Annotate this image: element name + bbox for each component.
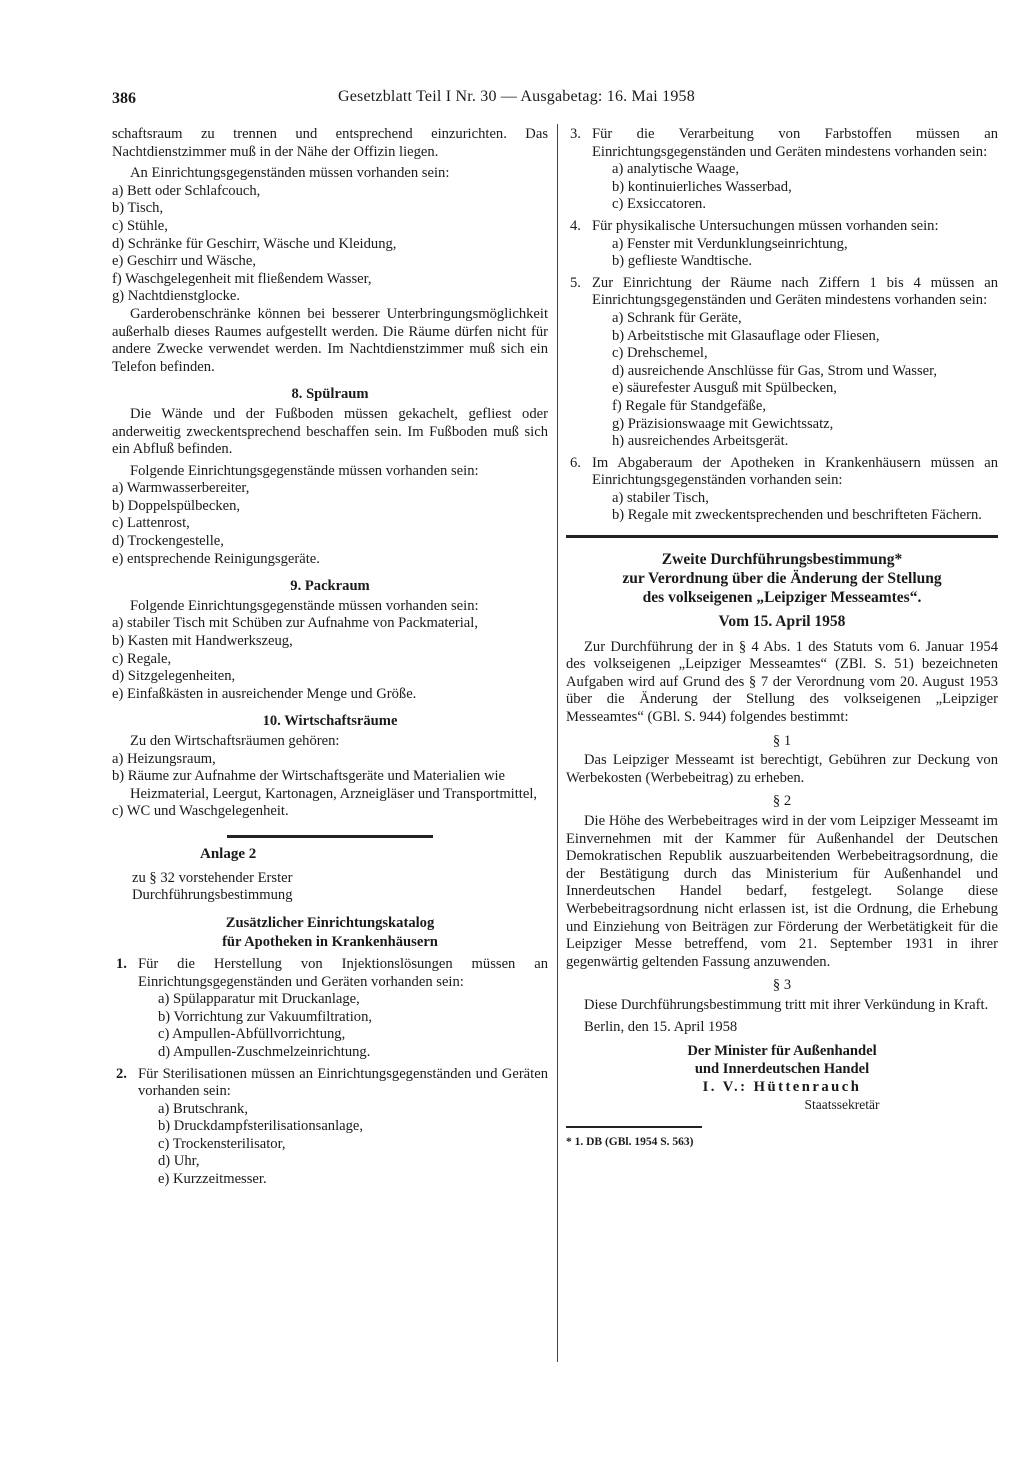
list-item: d) Schränke für Geschirr, Wäsche und Kleidung, bbox=[112, 235, 397, 252]
signature-block bbox=[566, 1042, 998, 1114]
item-sublist bbox=[592, 161, 998, 214]
list-item: c) Drehschemel, bbox=[612, 345, 708, 362]
katalog-item-6 bbox=[566, 455, 998, 525]
katalog-item-2 bbox=[112, 1066, 548, 1189]
item-sublist bbox=[138, 991, 548, 1061]
document-date: Vom 15. April 1958 bbox=[718, 613, 846, 631]
list-item: b) Druckdampfsterilisationsanlage, bbox=[158, 1118, 364, 1135]
continued-paragraph: schaftsraum zu trennen und entsprechend einzurichten. Das Nachtdienstzimmer muß in der Nähe der Offizin liegen. bbox=[112, 126, 548, 160]
list-item: b) Räume zur Aufnahme der Wirtschaftsgeräte und Materialien wie Heizmaterial, Leergut, Kartonagen, Arzneigläser und Transportmittel, bbox=[112, 768, 538, 802]
item-text: Für Sterilisationen müssen an Einrichtungsgegenständen und Geräten vorhanden sein: bbox=[138, 1065, 548, 1100]
list-item: e) entsprechende Reinigungsgeräte. bbox=[112, 550, 320, 567]
item-number: 3. bbox=[570, 126, 581, 142]
signature-name: I. V.: Hüttenrauch bbox=[702, 1079, 862, 1096]
section-rule bbox=[566, 535, 998, 538]
list-item: b) Kasten mit Handwerkszeug, bbox=[112, 633, 293, 650]
item-text: Zur Einrichtung der Räume nach Ziffern 1 bis 4 müssen an Einrichtungsgegenständen und Geräten mindestens vorhanden sein: bbox=[592, 274, 998, 309]
paragraph-mark: § 1 bbox=[772, 732, 792, 749]
list-item: h) ausreichendes Arbeitsgerät. bbox=[612, 433, 789, 450]
paragraph-1-text: Das Leipziger Messeamt ist berechtigt, Gebühren zur Deckung von Werbekosten (Werbebeitrag) zu erheben. bbox=[566, 752, 998, 786]
list-item: e) Einfaßkästen in ausreichender Menge und Größe. bbox=[112, 685, 417, 702]
section-9-intro: Folgende Einrichtungsgegenstände müssen vorhanden sein: bbox=[130, 597, 479, 614]
page-number: 386 bbox=[112, 90, 136, 107]
katalog-item-3 bbox=[566, 126, 998, 214]
list-item: e) Geschirr und Wäsche, bbox=[112, 253, 256, 270]
section-8-intro: Folgende Einrichtungsgegenstände müssen vorhanden sein: bbox=[130, 462, 479, 479]
list-item: c) Regale, bbox=[112, 650, 172, 667]
footnote-rule bbox=[566, 1126, 702, 1128]
garderobe-paragraph: Garderobenschränke können bei besserer Unterbringungsmöglichkeit außerhalb dieses Raumes aufgestellt werden. Die Räume dürfen nicht für andere Zwecke verwendet werden. Im Nachtdienstzimmer muß sich ein Telefon befinden. bbox=[112, 305, 548, 375]
list-item: a) Warmwasserbereiter, bbox=[112, 480, 250, 497]
paragraph-mark: § 2 bbox=[772, 793, 792, 810]
list-item: a) analytische Waage, bbox=[612, 161, 739, 178]
list-item: g) Präzisionswaage mit Gewichtssatz, bbox=[612, 415, 834, 432]
anlage-title: Anlage 2 bbox=[200, 845, 257, 862]
list-item: b) Arbeitstische mit Glasauflage oder Fliesen, bbox=[612, 327, 880, 344]
list-item: c) Stühle, bbox=[112, 217, 168, 234]
item-number: 1. bbox=[116, 955, 127, 972]
list-item: e) säurefester Ausguß mit Spülbecken, bbox=[612, 380, 837, 397]
item-sublist bbox=[592, 310, 998, 451]
list-item: b) Doppelspülbecken, bbox=[112, 497, 241, 514]
paragraph-3-text: Diese Durchführungsbestimmung tritt mit ihrer Verkündung in Kraft. bbox=[584, 996, 989, 1013]
item-text: Für die Herstellung von Injektionslösungen müssen an Einrichtungsgegenständen und Geräten vorhanden sein: bbox=[138, 955, 548, 990]
item-sublist bbox=[138, 1101, 548, 1189]
list-item: a) Bett oder Schlafcouch, bbox=[112, 182, 261, 199]
list-item: c) Trockensterilisator, bbox=[158, 1135, 286, 1152]
list-item: d) ausreichende Anschlüsse für Gas, Strom und Wasser, bbox=[612, 362, 938, 379]
right-column bbox=[566, 126, 998, 1152]
item-number: 5. bbox=[570, 274, 581, 291]
list-item: b) kontinuierliches Wasserbad, bbox=[612, 178, 792, 195]
item-number: 2. bbox=[116, 1065, 127, 1082]
list-item: e) Kurzzeitmesser. bbox=[158, 1171, 267, 1188]
signature-title: Staatssekretär bbox=[804, 1097, 880, 1113]
preamble: Zur Durchführung der in § 4 Abs. 1 des Statuts vom 6. Januar 1954 des volkseigenen „Leipziger Messeamtes“ (ZBl. S. 51) bezeichneten Aufgaben wird auf Grund des § 7 der Verordnung vom 20. August 1953 über die Änderung der Stellung des volkseigenen „Leipziger Messeamtes“ (GBl. S. 944) folgendes bestimmt: bbox=[566, 638, 998, 726]
list-item: f) Regale für Standgefäße, bbox=[612, 397, 766, 414]
list-item: d) Sitzgelegenheiten, bbox=[112, 668, 236, 685]
anlage-reference: zu § 32 vorstehender Erster bbox=[132, 869, 293, 886]
item-number: 6. bbox=[570, 454, 581, 471]
list-item: g) Nachtdienstglocke. bbox=[112, 288, 241, 305]
katalog-heading: Zusätzlicher Einrichtungskatalog bbox=[225, 914, 435, 931]
section-10-heading: 10. Wirtschaftsräume bbox=[262, 713, 398, 730]
katalog-heading: für Apotheken in Krankenhäusern bbox=[222, 934, 438, 951]
section-9-items bbox=[112, 615, 548, 703]
document-title: des volkseigenen „Leipziger Messeamtes“. bbox=[642, 589, 922, 607]
section-9-heading: 9. Packraum bbox=[290, 578, 370, 595]
list-item: b) Tisch, bbox=[112, 200, 164, 217]
footnote: * 1. DB (GBl. 1954 S. 563) bbox=[566, 1136, 694, 1149]
item-text: Für physikalische Untersuchungen müssen vorhanden sein: bbox=[592, 217, 939, 234]
list-item: d) Trockengestelle, bbox=[112, 533, 224, 550]
left-column bbox=[112, 126, 548, 1189]
section-8-items bbox=[112, 480, 548, 568]
section-rule bbox=[227, 835, 433, 838]
list-item: b) geflieste Wandtische. bbox=[612, 253, 752, 270]
nachtdienst-items bbox=[112, 183, 548, 306]
signature-line: und Innerdeutschen Handel bbox=[694, 1061, 870, 1078]
section-8-paragraph: Die Wände und der Fußboden müssen gekachelt, gefliest oder anderweitig zweckentsprechend beschaffen sein. Im Fußboden muß sich ein Abfluß befinden. bbox=[112, 405, 548, 458]
paragraph-mark: § 3 bbox=[772, 977, 792, 994]
list-item: a) stabiler Tisch, bbox=[612, 489, 709, 506]
column-divider bbox=[557, 124, 558, 1362]
section-10-intro: Zu den Wirtschaftsräumen gehören: bbox=[130, 733, 340, 749]
list-item: a) Fenster mit Verdunklungseinrichtung, bbox=[612, 235, 848, 252]
list-item: b) Regale mit zweckentsprechenden und beschrifteten Fächern. bbox=[612, 507, 982, 524]
list-item: a) Heizungsraum, bbox=[112, 750, 216, 767]
item-text: Für die Verarbeitung von Farbstoffen müssen an Einrichtungsgegenständen und Geräten mindestens vorhanden sein: bbox=[592, 126, 998, 160]
list-item: c) Ampullen-Abfüllvorrichtung, bbox=[158, 1026, 346, 1043]
item-text: Im Abgaberaum der Apotheken in Krankenhäusern müssen an Einrichtungsgegenständen vorhanden sein: bbox=[592, 454, 998, 489]
running-head: Gesetzblatt Teil I Nr. 30 — Ausgabetag: 16. Mai 1958 bbox=[338, 88, 695, 105]
document-title: zur Verordnung über die Änderung der Stellung bbox=[622, 570, 942, 588]
item-sublist bbox=[592, 490, 998, 525]
katalog-item-4 bbox=[566, 218, 998, 271]
item-sublist bbox=[592, 236, 998, 271]
list-item: a) stabiler Tisch mit Schüben zur Aufnahme von Packmaterial, bbox=[112, 615, 478, 632]
list-item: d) Uhr, bbox=[158, 1153, 200, 1170]
list-item: b) Vorrichtung zur Vakuumfiltration, bbox=[158, 1008, 373, 1025]
list-item: d) Ampullen-Zuschmelzeinrichtung. bbox=[158, 1043, 371, 1060]
katalog-item-5 bbox=[566, 275, 998, 451]
list-item: c) WC und Waschgelegenheit. bbox=[112, 803, 289, 820]
item-number: 4. bbox=[570, 217, 581, 234]
section-8-heading: 8. Spülraum bbox=[291, 386, 369, 403]
items-intro: An Einrichtungsgegenständen müssen vorhanden sein: bbox=[130, 165, 450, 182]
list-item: c) Lattenrost, bbox=[112, 515, 190, 532]
katalog-item-1 bbox=[112, 956, 548, 1062]
list-item: a) Spülapparatur mit Druckanlage, bbox=[158, 991, 360, 1008]
list-item: c) Exsiccatoren. bbox=[612, 196, 706, 213]
list-item: a) Schrank für Geräte, bbox=[612, 309, 742, 326]
section-10-items bbox=[112, 751, 548, 821]
list-item: a) Brutschrank, bbox=[158, 1100, 248, 1117]
place-date: Berlin, den 15. April 1958 bbox=[584, 1018, 738, 1035]
document-title: Zweite Durchführungsbestimmung* bbox=[661, 551, 903, 569]
paragraph-2-text: Die Höhe des Werbebeitrages wird in der vom Leipziger Messeamt im Einvernehmen mit der Kammer für Außenhandel der Deutschen Demokratischen Republik auszuarbeitenden Werbebeitragsordnung, die der Bestätigung durch das Ministerium für Außenhandel und Innerdeutschen Handel bedarf, festgelegt. Solange diese Werbebeitragsordnung nicht erlassen ist, ist die Ordnung, die Erhebung und Einziehung von Beiträgen zur Förderung der Werbetätigkeit für die Leipziger Messe betreffend, vom 21. September 1931 in ihrer gegenwärtig geltenden Fassung anzuwenden. bbox=[566, 813, 998, 970]
signature-line: Der Minister für Außenhandel bbox=[687, 1043, 877, 1060]
anlage-reference: Durchführungsbestimmung bbox=[132, 887, 293, 904]
list-item: f) Waschgelegenheit mit fließendem Wasser, bbox=[112, 270, 372, 287]
